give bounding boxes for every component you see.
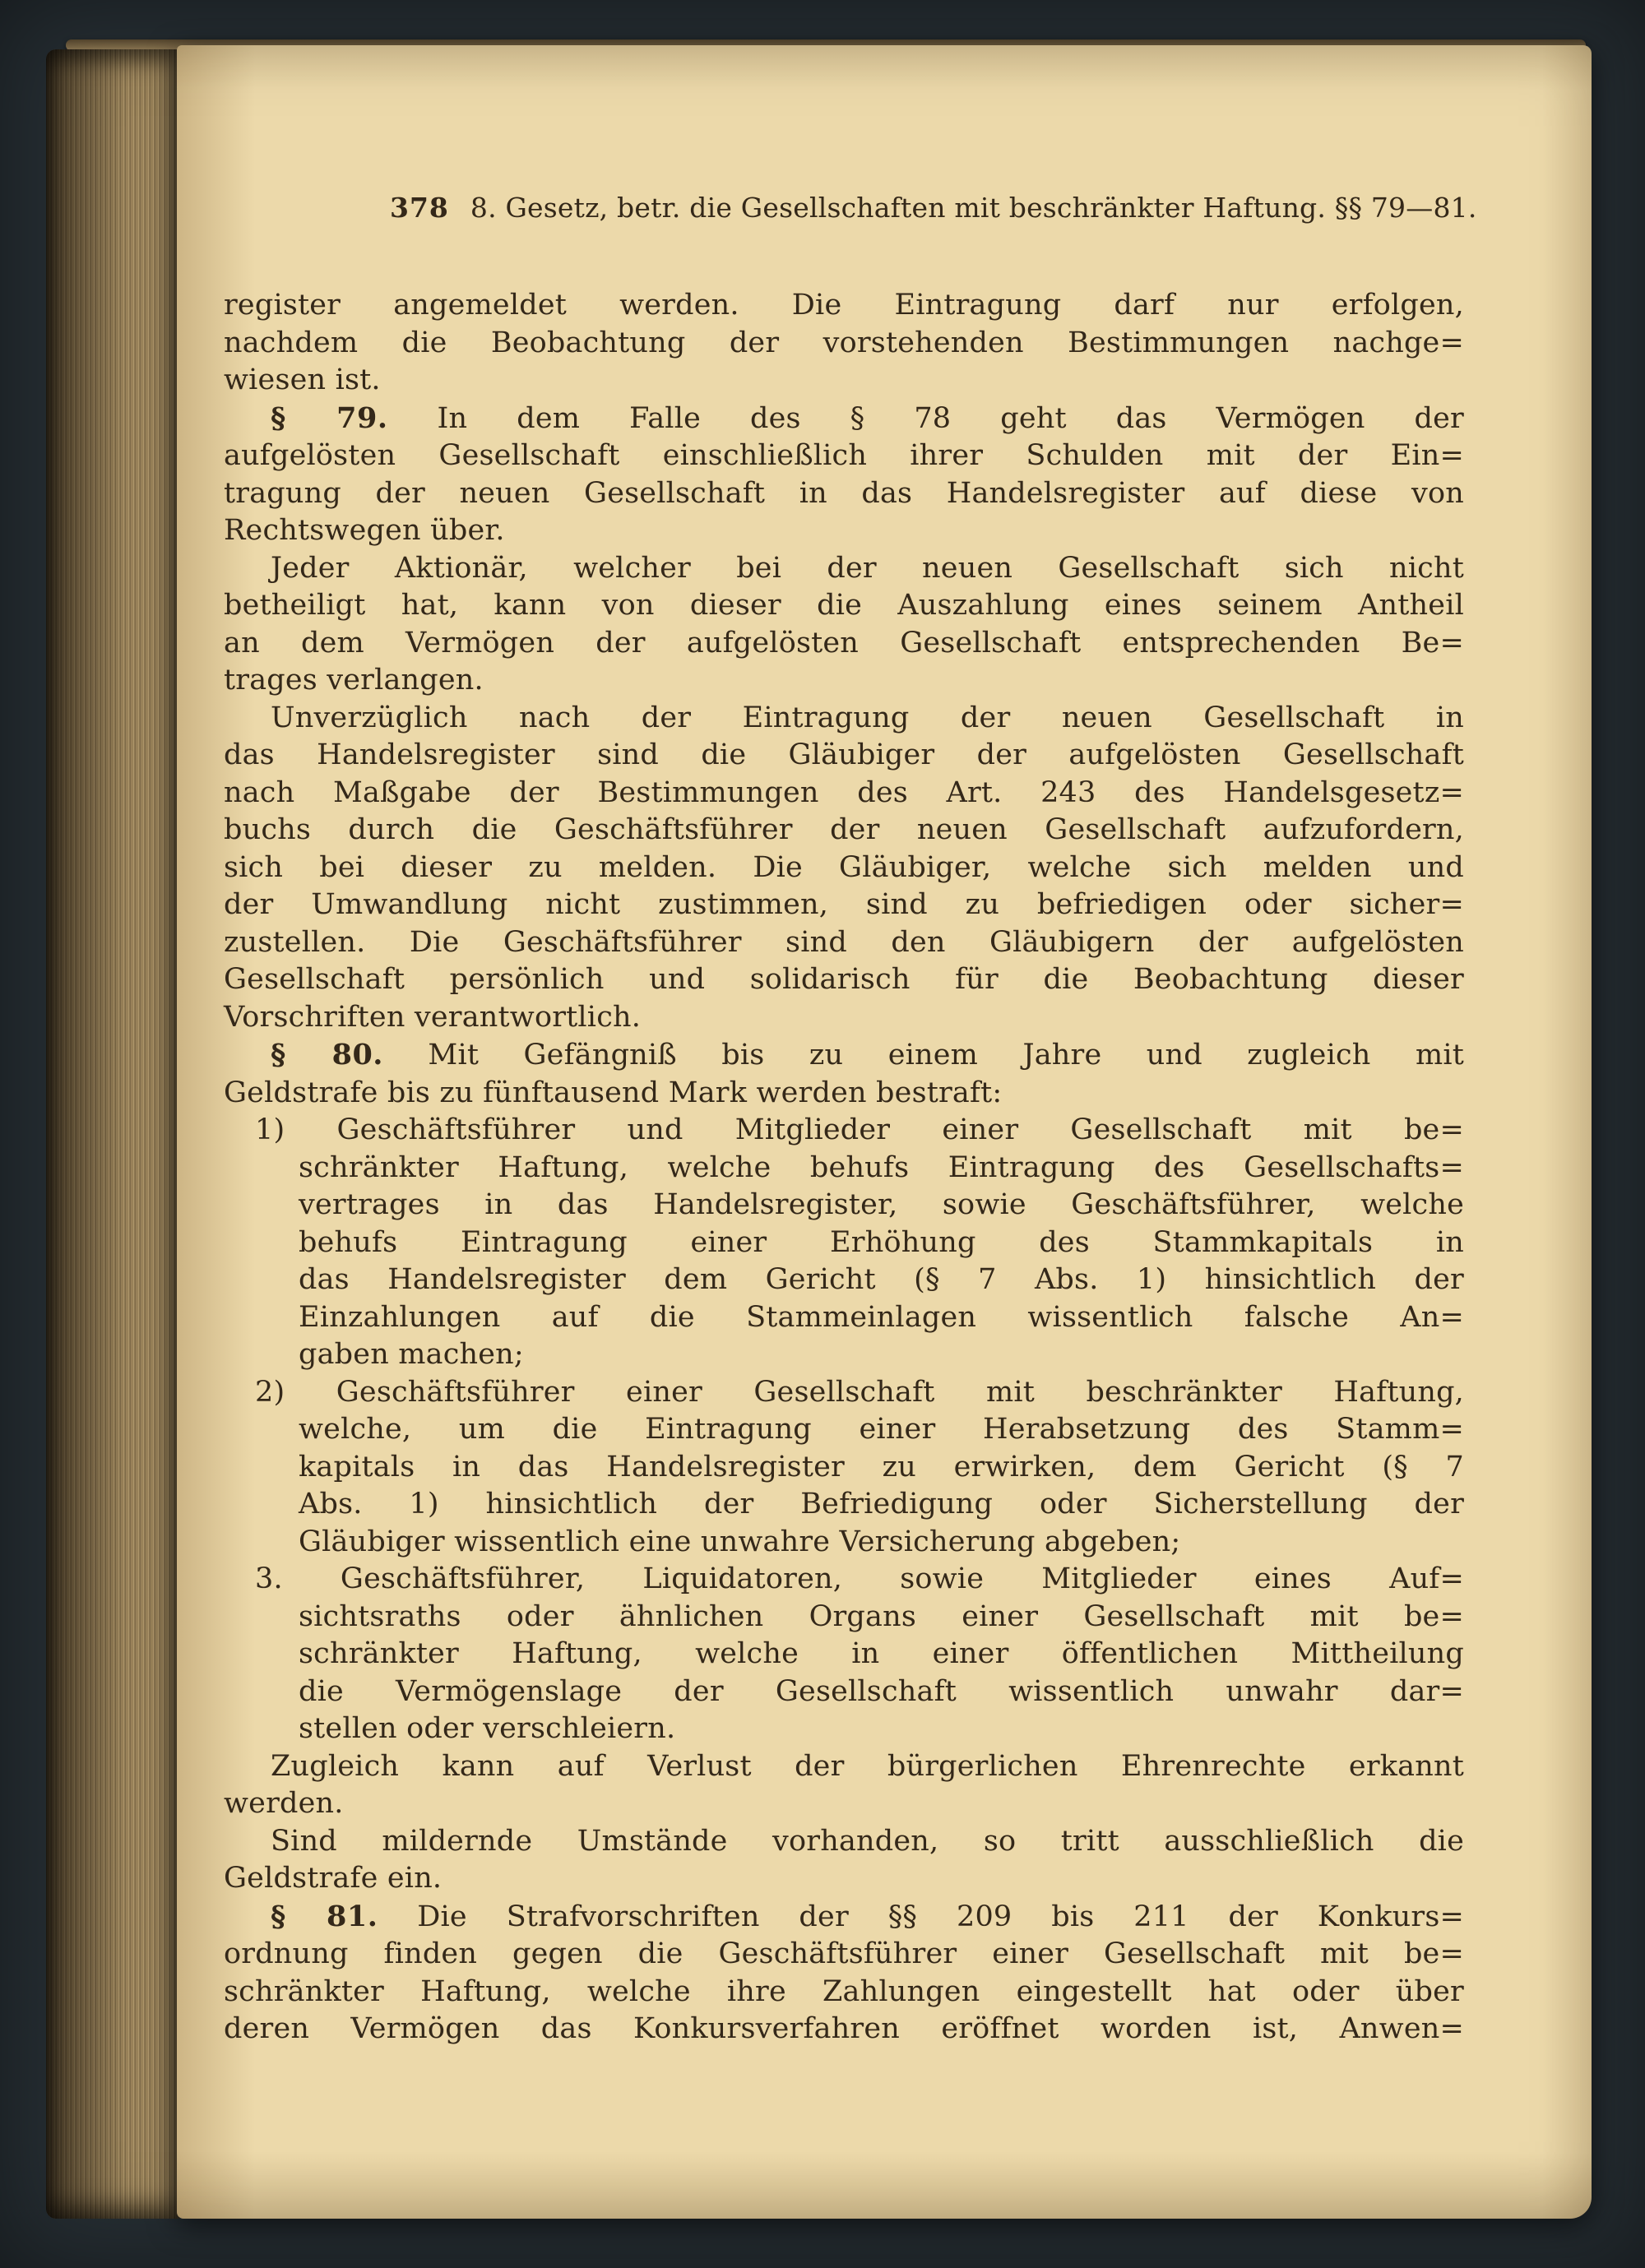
text-column	[224, 192, 1477, 2048]
text-line: 1) Geschäftsführer und Mitglieder einer Gesellschaft mit be=	[255, 1113, 1464, 1146]
text-line: nachdem die Beobachtung der vorstehenden Bestimmungen nachge=	[224, 326, 1464, 359]
text-line: trages verlangen.	[224, 664, 484, 697]
paragraph	[224, 1036, 1464, 1112]
text-line: nach Maßgabe der Bestimmungen des Art. 243 des Handelsgesetz=	[224, 775, 1464, 809]
text-line: § 79. In dem Falle des § 78 geht das Vermögen der	[271, 400, 1464, 435]
paragraph	[224, 1823, 1464, 1898]
book-page	[177, 45, 1592, 2219]
running-title: 8. Gesetz, betr. die Gesellschaften mit beschränkter Haftung. §§ 79—81.	[470, 192, 1477, 224]
paragraph	[224, 400, 1464, 550]
paragraph	[224, 700, 1464, 1037]
text-line: buchs durch die Geschäftsführer der neuen Gesellschaft aufzufordern,	[224, 813, 1464, 846]
list-item	[224, 1561, 1464, 1748]
text-line: Abs. 1) hinsichtlich der Befriedigung oder Sicherstellung der	[299, 1488, 1464, 1520]
text-line: der Umwandlung nicht zustimmen, sind zu befriedigen oder sicher=	[224, 888, 1464, 921]
text-line: deren Vermögen das Konkursverfahren eröffnet worden ist, Anwen=	[224, 2012, 1464, 2045]
text-line: ordnung finden gegen die Geschäftsführer einer Gesellschaft mit be=	[224, 1937, 1464, 1970]
text-line: 3. Geschäftsführer, Liquidatoren, sowie Mitglieder eines Auf=	[255, 1562, 1464, 1595]
text-line: tragung der neuen Gesellschaft in das Handelsregister auf diese von	[224, 476, 1464, 510]
text-line: sichtsraths oder ähnlichen Organs einer Gesellschaft mit be=	[299, 1599, 1464, 1633]
text-line: die Vermögenslage der Gesellschaft wissentlich unwahr dar=	[299, 1674, 1464, 1708]
paragraph	[224, 1748, 1464, 1823]
text-line: 2) Geschäftsführer einer Gesellschaft mit beschränkter Haftung,	[255, 1375, 1464, 1409]
text-line: Einzahlungen auf die Stammeinlagen wissentlich falsche An=	[299, 1300, 1464, 1334]
book-page-edges	[46, 49, 179, 2219]
text-line: werden.	[224, 1787, 344, 1820]
text-line: das Handelsregister sind die Gläubiger der aufgelösten Gesellschaft	[224, 738, 1464, 771]
text-line: kapitals in das Handelsregister zu erwirken, dem Gericht (§ 7	[299, 1450, 1464, 1483]
text-line: Geldstrafe bis zu fünftausend Mark werden bestraft:	[224, 1076, 1003, 1109]
text-line: welche, um die Eintragung einer Herabsetzung des Stamm=	[299, 1413, 1464, 1446]
text-line: Zugleich kann auf Verlust der bürgerlichen Ehrenrechte erkannt	[271, 1749, 1464, 1783]
text-line: Rechtswegen über.	[224, 514, 505, 547]
text-line: register angemeldet werden. Die Eintragung darf nur erfolgen,	[224, 289, 1464, 322]
text-line: vertrages in das Handelsregister, sowie Geschäftsführer, welche	[299, 1188, 1464, 1221]
text-line: schränkter Haftung, welche behufs Eintragung des Gesellschafts=	[299, 1150, 1464, 1184]
text-line: an dem Vermögen der aufgelösten Gesellschaft entsprechenden Be=	[224, 626, 1464, 660]
text-line: schränkter Haftung, welche in einer öffentlichen Mittheilung	[299, 1637, 1464, 1670]
text-line: Jeder Aktionär, welcher bei der neuen Gesellschaft sich nicht	[271, 551, 1464, 585]
page-header	[224, 192, 1477, 224]
text-line: Geldstrafe ein.	[224, 1862, 443, 1895]
paragraph	[224, 550, 1464, 700]
text-line: gaben machen;	[299, 1338, 524, 1371]
body-text	[224, 287, 1464, 2048]
text-line: Sind mildernde Umstände vorhanden, so tritt ausschließlich die	[271, 1824, 1464, 1858]
text-line: das Handelsregister dem Gericht (§ 7 Abs. 1) hinsichtlich der	[299, 1263, 1464, 1296]
list-item	[224, 1374, 1464, 1562]
text-line: Gläubiger wissentlich eine unwahre Versicherung abgeben;	[299, 1525, 1181, 1558]
list-item	[224, 1112, 1464, 1374]
text-line: Gesellschaft persönlich und solidarisch für die Beobachtung dieser	[224, 963, 1464, 996]
text-line: Unverzüglich nach der Eintragung der neuen Gesellschaft in	[271, 701, 1464, 734]
text-line: § 81. Die Strafvorschriften der §§ 209 bis 211 der Konkurs=	[271, 1899, 1465, 1933]
text-line: Vorschriften verantwortlich.	[224, 1000, 642, 1034]
text-line: behufs Eintragung einer Erhöhung des Stammkapitals in	[299, 1225, 1464, 1259]
text-line: zustellen. Die Geschäftsführer sind den Gläubigern der aufgelösten	[224, 925, 1464, 959]
paragraph	[224, 1898, 1464, 2048]
text-line: betheiligt hat, kann von dieser die Auszahlung eines seinem Antheil	[224, 589, 1464, 622]
text-line: stellen oder verschleiern.	[299, 1712, 676, 1745]
text-line: wiesen ist.	[224, 363, 381, 396]
page-number: 378	[390, 192, 449, 224]
paragraph	[224, 287, 1464, 400]
text-line: § 80. Mit Gefängniß bis zu einem Jahre und zugleich mit	[271, 1038, 1464, 1072]
text-line: schränkter Haftung, welche ihre Zahlungen eingestellt hat oder über	[224, 1974, 1464, 2008]
text-line: aufgelösten Gesellschaft einschließlich ihrer Schulden mit der Ein=	[224, 439, 1464, 472]
text-line: sich bei dieser zu melden. Die Gläubiger, welche sich melden und	[224, 850, 1464, 884]
